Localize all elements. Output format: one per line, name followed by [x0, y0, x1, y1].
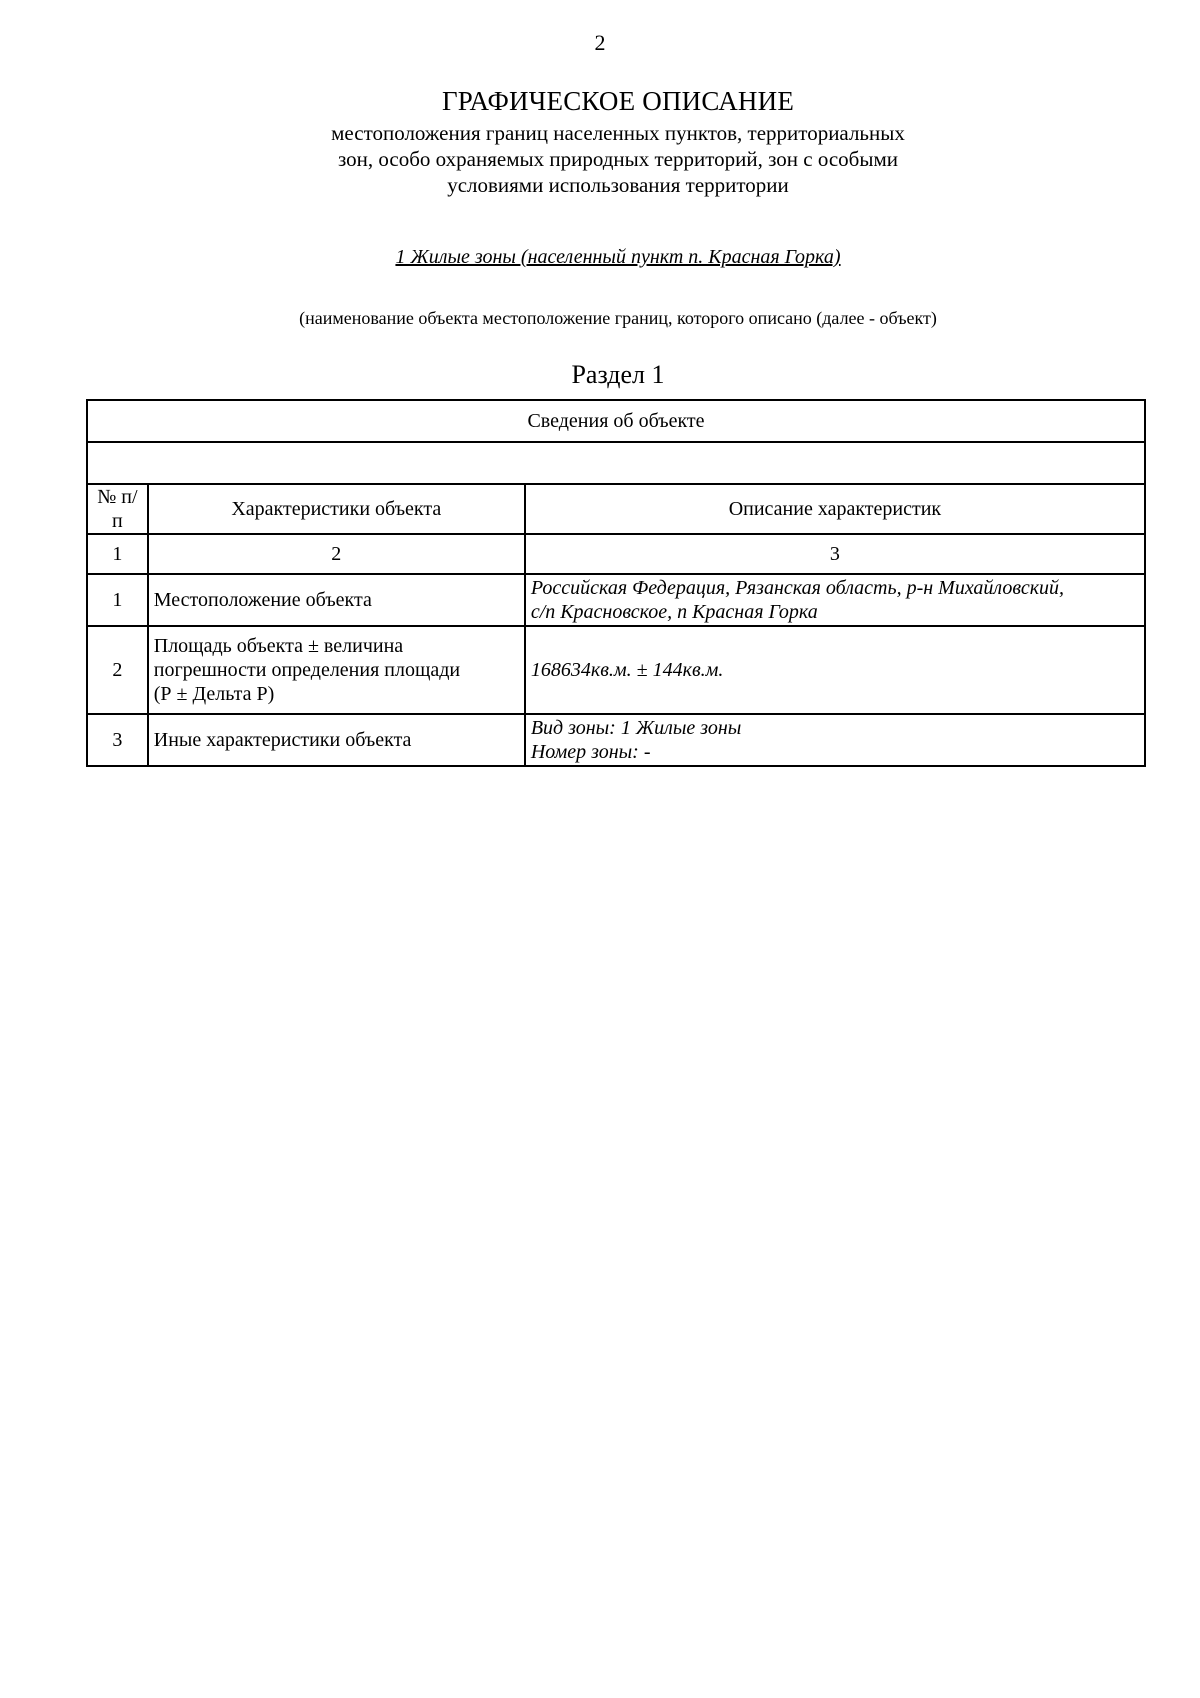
description-line: Вид зоны: 1 Жилые зоны — [530, 717, 742, 739]
description-line: Номер зоны: - — [530, 741, 651, 763]
description-line: Российская Федерация, Рязанская область, р-н Михайловский, — [530, 577, 1065, 599]
table-row — [87, 626, 1145, 714]
table-empty-row — [87, 442, 1145, 484]
table-header-row — [87, 484, 1145, 534]
document-subtitle — [0, 120, 1200, 198]
row-characteristic — [148, 714, 525, 766]
table-row — [87, 574, 1145, 626]
column-index: 1 — [87, 534, 148, 574]
object-caption: (наименование объекта местоположение границ, которого описано (далее - объект) — [299, 308, 937, 328]
row-number: 1 — [87, 574, 148, 626]
empty-cell — [87, 442, 1145, 484]
header-number: № п/п — [87, 484, 148, 534]
characteristic-line: Иные характеристики объекта — [153, 729, 412, 751]
subtitle-line: условиями использования территории — [447, 173, 789, 197]
row-number: 2 — [87, 626, 148, 714]
row-description — [525, 574, 1145, 626]
object-name-text: 1 Жилые зоны (населенный пункт п. Красная Горка) — [395, 246, 841, 268]
characteristic-line: Площадь объекта ± величина — [153, 635, 404, 657]
row-characteristic — [148, 574, 525, 626]
row-number: 3 — [87, 714, 148, 766]
table-caption-row — [87, 400, 1145, 442]
header-characteristic: Характеристики объекта — [148, 484, 525, 534]
table-caption: Сведения об объекте — [87, 400, 1145, 442]
subtitle-line: зон, особо охраняемых природных территорий, зон с особыми — [337, 147, 899, 171]
characteristic-line: Местоположение объекта — [153, 589, 372, 611]
column-index: 3 — [525, 534, 1145, 574]
row-characteristic — [148, 626, 525, 714]
description-line: 168634кв.м. ± 144кв.м. — [530, 659, 724, 681]
header-description: Описание характеристик — [525, 484, 1145, 534]
object-name — [0, 246, 1200, 269]
row-description — [525, 714, 1145, 766]
object-info-table — [86, 399, 1146, 767]
subtitle-line: местоположения границ населенных пунктов, территориальных — [331, 121, 905, 145]
characteristic-line: (Р ± Дельта Р) — [153, 683, 275, 705]
column-index: 2 — [148, 534, 525, 574]
table-column-index-row — [87, 534, 1145, 574]
section-title: Раздел 1 — [571, 360, 665, 389]
document-title: ГРАФИЧЕСКОЕ ОПИСАНИЕ — [441, 86, 795, 116]
table-row — [87, 714, 1145, 766]
characteristic-line: погрешности определения площади — [153, 659, 461, 681]
row-description — [525, 626, 1145, 714]
description-line: с/п Красновское, п Красная Горка — [530, 601, 818, 623]
page-number: 2 — [594, 30, 606, 55]
